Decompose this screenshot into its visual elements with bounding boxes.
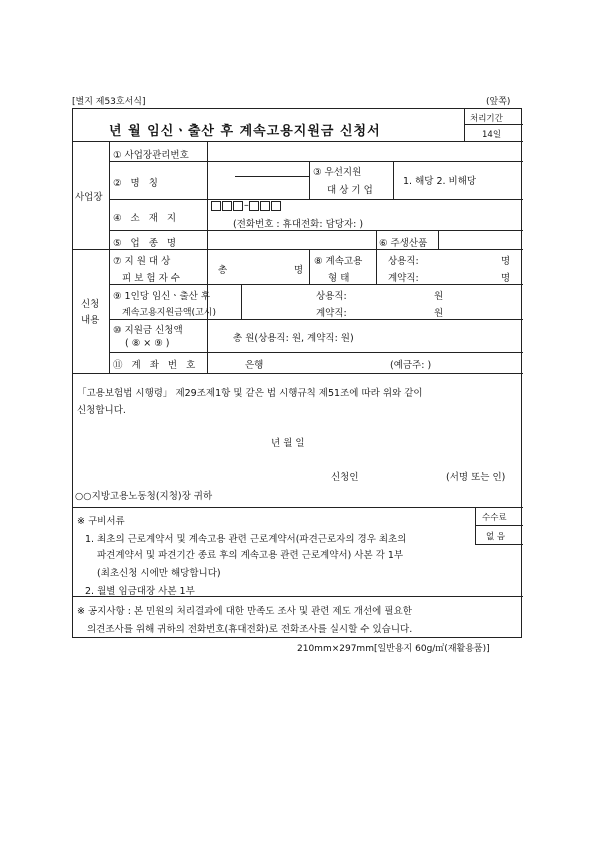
support-target-label-2: 피 보 험 자 수 bbox=[122, 273, 180, 284]
per-person-label: ⑨ 1인당 임신ㆍ출산 후 bbox=[113, 291, 211, 302]
product-col bbox=[376, 230, 377, 249]
label-col bbox=[207, 141, 208, 373]
employment-type-label-2: 형 태 bbox=[328, 273, 350, 284]
per-person-contract: 계약직: bbox=[316, 308, 347, 319]
section-divider bbox=[73, 507, 523, 508]
priority-value: 1. 해당 2. 비해당 bbox=[403, 176, 477, 187]
main-product-label: ⑥ 주생산품 bbox=[379, 238, 428, 249]
application-form bbox=[72, 108, 522, 638]
signature-field[interactable]: (서명 또는 인) bbox=[446, 472, 506, 483]
account-label: ⑪ 계 좌 번 호 bbox=[113, 360, 199, 371]
bank-label: 은행 bbox=[245, 360, 264, 371]
account-holder: (예금주: ) bbox=[390, 360, 432, 371]
postal-code-boxes[interactable]: – bbox=[211, 200, 282, 211]
notice-line-2: 의견조사를 위해 귀하의 전화번호(휴대전화)로 전화조사를 실시할 수 있습니다. bbox=[87, 624, 413, 635]
requested-amount-formula: ( ⑧ × ⑨ ) bbox=[125, 338, 170, 349]
row-divider bbox=[109, 199, 523, 200]
type-value-col bbox=[376, 249, 377, 284]
per-person-regular-unit: 원 bbox=[434, 291, 444, 302]
section-divider bbox=[73, 373, 523, 374]
row-divider bbox=[109, 230, 523, 231]
address-label: ④ 소 재 지 bbox=[113, 213, 180, 224]
priority-col bbox=[309, 161, 310, 199]
document-item-1: 1. 최초의 근로계약서 및 계속고용 관련 근로계약서(파견근로자의 경우 최초의 bbox=[85, 534, 407, 545]
page-side: (앞쪽) bbox=[486, 97, 511, 107]
notice-line: ※ 공지사항 : 본 민원의 처리결과에 대한 만족도 조사 및 관련 제도 개선에 필요한 bbox=[77, 606, 412, 617]
employer-section-label: 사업장 bbox=[75, 192, 103, 203]
application-date: 년 월 일 bbox=[271, 438, 305, 449]
regular-count-label: 상용직: bbox=[388, 256, 419, 267]
contract-count-unit: 명 bbox=[501, 273, 511, 284]
contract-count-label: 계약직: bbox=[388, 273, 419, 284]
processing-divider bbox=[464, 124, 523, 125]
section-col bbox=[109, 141, 110, 373]
name-label: ② 명 칭 bbox=[113, 178, 161, 189]
mgmt-no-label: ① 사업장관리번호 bbox=[113, 150, 189, 161]
priority-label: ③ 우선지원 bbox=[313, 167, 362, 178]
declaration-text: 「고용보험법 시행령」 제29조제1항 및 같은 법 시행규칙 제51조에 따라 위와 같이 bbox=[77, 388, 423, 399]
processing-value: 14일 bbox=[482, 130, 502, 140]
fee-bottom bbox=[475, 544, 523, 545]
address-contact: (전화번호 : 휴대전화: 담당자: ) bbox=[233, 219, 364, 230]
employment-type-label: ⑧ 계속고용 bbox=[314, 256, 363, 267]
priority-label-2: 대 상 기 업 bbox=[327, 185, 373, 196]
fee-divider bbox=[475, 525, 523, 526]
application-section-label-2: 내용 bbox=[81, 315, 100, 326]
regular-count-unit: 명 bbox=[501, 256, 511, 267]
declaration-text-2: 신청합니다. bbox=[77, 405, 126, 416]
fee-label: 수수료 bbox=[482, 513, 507, 523]
processing-col bbox=[464, 109, 465, 141]
support-target-total: 총 bbox=[218, 265, 228, 276]
per-person-regular: 상용직: bbox=[316, 291, 347, 302]
application-section-label: 신청 bbox=[81, 299, 100, 310]
applicant-label: 신청인 bbox=[331, 472, 359, 483]
requested-amount-label: ⑩ 지원금 신청액 bbox=[113, 325, 183, 336]
document-item-1-note: (최초신청 시에만 해당합니다) bbox=[97, 568, 221, 579]
row-divider bbox=[109, 284, 523, 285]
recipient: ○○지방고용노동청(지청)장 귀하 bbox=[75, 491, 213, 502]
priority-value-col bbox=[393, 161, 394, 199]
support-target-unit: 명 bbox=[294, 265, 304, 276]
row-divider bbox=[109, 319, 523, 320]
paper-spec: 210mm×297mm[일반용지 60g/㎡(재활용품)] bbox=[297, 644, 490, 654]
fee-col bbox=[475, 507, 476, 544]
industry-label: ⑤ 업 종 명 bbox=[113, 238, 180, 249]
document-item-2: 2. 월별 임금대장 사본 1부 bbox=[85, 586, 195, 597]
mini-divider bbox=[235, 176, 309, 177]
per-person-label-2: 계속고용지원금액(고시) bbox=[122, 308, 216, 318]
row-divider bbox=[109, 161, 523, 162]
title-divider bbox=[73, 141, 523, 142]
document-item-1-cont: 파견계약서 및 파견기간 종료 후의 계속고용 관련 근로계약서) 사본 각 1부 bbox=[97, 550, 404, 561]
per-person-contract-unit: 원 bbox=[434, 308, 444, 319]
form-title: 년 월 임신ㆍ출산 후 계속고용지원금 신청서 bbox=[109, 124, 381, 139]
row-divider bbox=[109, 352, 523, 353]
form-number: [별지 제53호서식] bbox=[72, 97, 146, 107]
requested-amount-value: 총 원(상용직: 원, 계약직: 원) bbox=[233, 333, 354, 344]
fee-value: 없 음 bbox=[486, 532, 506, 542]
product-value-col bbox=[438, 230, 439, 249]
amount-col bbox=[241, 284, 242, 319]
section-divider bbox=[73, 249, 523, 250]
type-col bbox=[309, 249, 310, 284]
required-documents-label: ※ 구비서류 bbox=[77, 516, 125, 527]
support-target-label: ⑦ 지 원 대 상 bbox=[113, 256, 171, 267]
processing-label: 처리기간 bbox=[470, 114, 503, 124]
